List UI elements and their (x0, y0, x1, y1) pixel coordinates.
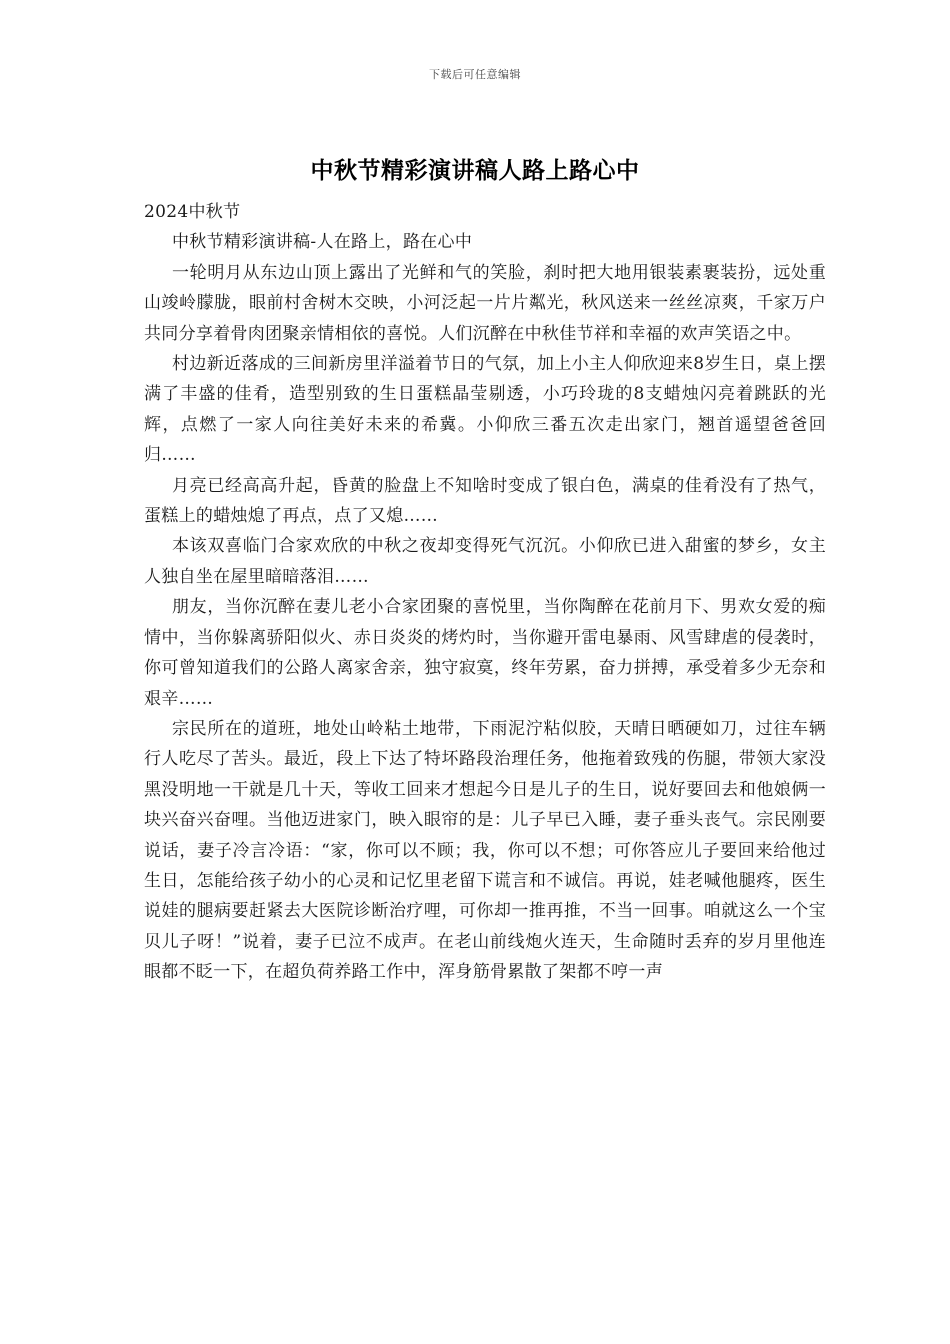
paragraph-4: 本该双喜临门合家欢欣的中秋之夜却变得死气沉沉。小仰欣已进入甜蜜的梦乡，女主人独自坐在屋里暗暗落泪…… (144, 536, 826, 587)
subtitle-line: 中秋节精彩演讲稿-人在路上，路在心中 (172, 232, 473, 253)
paragraph-2: 村边新近落成的三间新房里洋溢着节日的气氛，加上小主人仰欣迎来8岁生日，桌上摆满了丰盛的佳肴，造型别致的生日蛋糕晶莹剔透，小巧玲珑的8支蜡烛闪亮着跳跃的光辉，点燃了一家人向往美好未来的希冀。小仰欣三番五次走出家门，翘首遥望爸爸回归…… (144, 354, 826, 466)
document-body (144, 197, 826, 988)
paragraph-1: 一轮明月从东边山顶上露出了光鲜和气的笑脸，刹时把大地用银装素裹装扮，远处重山竣岭朦胧，眼前村舍树木交映，小河泛起一片片粼光，秋风送来一丝丝凉爽，千家万户共同分享着骨肉团聚亲情相依的喜悦。人们沉醉在中秋佳节祥和幸福的欢声笑语之中。 (144, 262, 826, 344)
paragraph-6: 宗民所在的道班，地处山岭粘土地带，下雨泥泞粘似胶，天晴日晒硬如刀，过往车辆行人吃尽了苦头。最近，段上下达了特坏路段治理任务，他拖着致残的伤腿，带领大家没黑没明地一干就是几十天，等收工回来才想起今日是儿子的生日，说好要回去和他娘俩一块兴奋兴奋哩。当他迈进家门，映入眼帘的是：儿子早已入睡，妻子垂头丧气。宗民刚要说话，妻子冷言冷语：“家，你可以不顾；我，你可以不想；可你答应儿子要回来给他过生日，怎能给孩子幼小的心灵和记忆里老留下谎言和不诚信。再说，娃老喊他腿疼，医生说娃的腿病要赶紧去大医院诊断治疗哩，可你却一推再推，不当一回事。咱就这么一个宝贝儿子呀！”说着，妻子已泣不成声。在老山前线炮火连天，生命随时丢弃的岁月里他连眼都不眨一下，在超负荷养路工作中，浑身筋骨累散了架都不哼一声 (144, 718, 826, 983)
date-line: 2024中秋节 (144, 202, 241, 222)
document-title: 中秋节精彩演讲稿人路上路心中 (310, 158, 640, 184)
paragraph-3: 月亮已经高高升起，昏黄的脸盘上不知啥时变成了银白色，满桌的佳肴没有了热气，蛋糕上的蜡烛熄了再点，点了又熄…… (144, 475, 826, 527)
header-note: 下载后可任意编辑 (429, 68, 521, 81)
paragraph-5: 朋友，当你沉醉在妻儿老小合家团聚的喜悦里，当你陶醉在花前月下、男欢女爱的痴情中，当你躲离骄阳似火、赤日炎炎的烤灼时，当你避开雷电暴雨、风雪肆虐的侵袭时，你可曾知道我们的公路人离家舍亲，独守寂寞，终年劳累，奋力拼搏，承受着多少无奈和艰辛…… (144, 597, 826, 709)
